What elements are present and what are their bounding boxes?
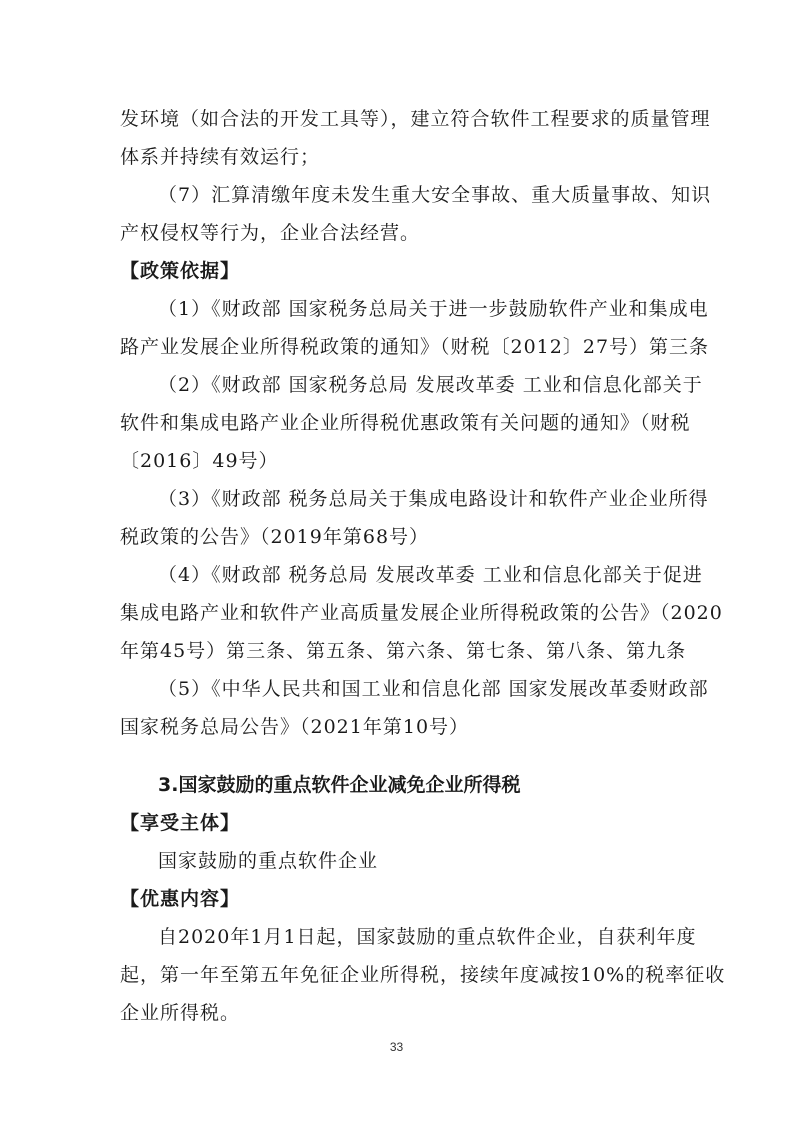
page-number: 33 bbox=[389, 1040, 404, 1054]
paragraph-line: 集成电路产业和软件产业高质量发展企业所得税政策的公告》（2020 bbox=[120, 602, 723, 624]
paragraph-line: 自2020年1月1日起，国家鼓励的重点软件企业，自获利年度 bbox=[158, 926, 697, 948]
paragraph-line: 发环境（如合法的开发工具等），建立符合软件工程要求的质量管理 bbox=[120, 108, 711, 130]
paragraph-line: （5）《中华人民共和国工业和信息化部 国家发展改革委财政部 bbox=[158, 678, 709, 700]
paragraph-line: （1）《财政部 国家税务总局关于进一步鼓励软件产业和集成电 bbox=[158, 298, 709, 320]
paragraph-line: （4）《财政部 税务总局 发展改革委 工业和信息化部关于促进 bbox=[158, 564, 703, 586]
paragraph-line: 国家鼓励的重点软件企业 bbox=[158, 850, 379, 872]
section-title: 3.国家鼓励的重点软件企业减免企业所得税 bbox=[158, 774, 521, 796]
paragraph-line: 企业所得税。 bbox=[120, 1002, 241, 1024]
section-label-policy-basis: 【政策依据】 bbox=[120, 260, 241, 282]
paragraph-line: 起，第一年至第五年免征企业所得税，接续年度减按10%的税率征收 bbox=[120, 964, 726, 986]
section-label-beneficiary: 【享受主体】 bbox=[120, 812, 241, 834]
section-label-benefit-content: 【优惠内容】 bbox=[120, 888, 241, 910]
paragraph-line: 国家税务总局公告》（2021年第10号） bbox=[120, 716, 470, 738]
paragraph-line: 路产业发展企业所得税政策的通知》（财税〔2012〕27号）第三条 bbox=[120, 336, 710, 358]
paragraph-line: （7）汇算清缴年度未发生重大安全事故、重大质量事故、知识 bbox=[158, 184, 712, 206]
paragraph-line: 产权侵权等行为，企业合法经营。 bbox=[120, 222, 421, 244]
paragraph-line: （2）《财政部 国家税务总局 发展改革委 工业和信息化部关于 bbox=[158, 374, 703, 396]
paragraph-line: （3）《财政部 税务总局关于集成电路设计和软件产业企业所得 bbox=[158, 488, 709, 510]
paragraph-line: 税政策的公告》（2019年第68号） bbox=[120, 526, 430, 548]
paragraph-line: 年第45号）第三条、第五条、第六条、第七条、第八条、第九条 bbox=[120, 640, 687, 662]
paragraph-line: 软件和集成电路产业企业所得税优惠政策有关问题的通知》（财税 bbox=[120, 412, 691, 434]
paragraph-line: 体系并持续有效运行； bbox=[120, 146, 321, 168]
paragraph-line: 〔2016〕49号） bbox=[120, 450, 279, 472]
